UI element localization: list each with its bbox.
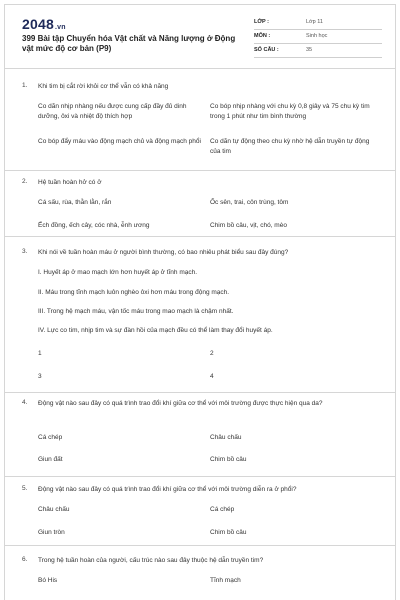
answer-option[interactable]: 3: [38, 373, 42, 380]
answer-option[interactable]: Co bóp nhịp nhàng với chu kỳ 0,8 giây và 75 chu kỳ tim trong 1 phút như tim bình thường: [210, 103, 370, 120]
question-5: [22, 485, 382, 545]
question-text: Động vật nào sau đây có quá trình trao đổi khí giữa cơ thể với môi trường được thực hiện qua da?: [38, 400, 323, 407]
question-divider: [4, 170, 396, 171]
question-number: 3.: [22, 248, 28, 255]
answer-option[interactable]: Bó His: [38, 577, 58, 584]
meta-count-row: [254, 44, 382, 58]
site-logo[interactable]: [22, 16, 66, 32]
statement: I. Huyết áp ở mao mạch lớn hơn huyết áp ở tĩnh mạch.: [38, 269, 198, 276]
header-divider: [4, 68, 396, 69]
answer-option[interactable]: Co dãn nhịp nhàng nếu được cung cấp đầy đủ dinh dưỡng, ôxi và nhiệt độ thích hợp: [38, 103, 187, 120]
answer-option[interactable]: Ếch đồng, ếch cây, cóc nhà, ễnh ương: [38, 222, 150, 229]
answer-option[interactable]: Chim bồ câu: [210, 456, 247, 463]
meta-class-row: [254, 16, 382, 30]
answer-option[interactable]: Cá chép: [210, 506, 235, 513]
answer-option[interactable]: 4: [210, 373, 214, 380]
answer-option[interactable]: Chim bồ câu: [210, 529, 247, 536]
document-title: 399 Bài tập Chuyển hóa Vật chất và Năng lượng ở Động vật mức độ cơ bản (P9): [22, 34, 236, 53]
meta-key: LỚP :: [254, 19, 269, 25]
question-2: [22, 178, 382, 258]
question-text: Hệ tuần hoàn hở có ở: [38, 179, 102, 186]
answer-option[interactable]: Cá sấu, rùa, thằn lằn, rắn: [38, 199, 112, 206]
answer-option[interactable]: 1: [38, 350, 42, 357]
question-number: 6.: [22, 556, 28, 563]
answer-option[interactable]: Chim bồ câu, vịt, chó, mèo: [210, 222, 287, 229]
question-1: [22, 82, 382, 162]
meta-value: Lớp 11: [306, 19, 323, 25]
question-divider: [4, 392, 396, 393]
document-meta: [254, 16, 382, 58]
question-divider: [4, 476, 396, 477]
question-number: 4.: [22, 399, 28, 406]
answer-option[interactable]: Giun tròn: [38, 529, 65, 536]
question-divider: [4, 545, 396, 546]
meta-key: MÔN :: [254, 33, 271, 39]
question-4: [22, 399, 382, 469]
statement: IV. Lực co tim, nhịp tim và sự đàn hồi của mạch đều có thể làm thay đổi huyết áp.: [38, 327, 273, 334]
answer-option[interactable]: 2: [210, 350, 214, 357]
question-text: Khi nói về tuần hoàn máu ở người bình thường, có bao nhiêu phát biểu sau đây đúng?: [38, 249, 289, 256]
answer-option[interactable]: Co bóp đẩy máu vào động mạch chủ và động mạch phổi: [38, 138, 201, 145]
statement: III. Trong hệ mạch máu, vận tốc máu trong mao mạch là chậm nhất.: [38, 308, 234, 315]
answer-option[interactable]: Cá chép: [38, 434, 63, 441]
question-number: 2.: [22, 178, 28, 185]
logo-text: 2048: [22, 16, 54, 32]
answer-option[interactable]: Giun đất: [38, 456, 63, 463]
question-6: [22, 556, 382, 596]
document-header: [22, 16, 382, 58]
answer-option[interactable]: Châu chấu: [210, 434, 242, 441]
answer-option[interactable]: Ốc sên, trai, côn trùng, tôm: [210, 199, 289, 206]
meta-key: SỐ CÂU :: [254, 47, 279, 53]
question-text: Động vật nào sau đây có quá trình trao đổi khí giữa cơ thể với môi trường diễn ra ở phổi?: [38, 486, 297, 493]
answer-option[interactable]: Co dãn tự động theo chu kỳ nhờ hệ dẫn truyền tự động của tim: [210, 138, 370, 155]
question-number: 5.: [22, 485, 28, 492]
answer-option[interactable]: Tĩnh mạch: [210, 577, 241, 584]
question-divider: [4, 236, 396, 237]
statement: II. Máu trong tĩnh mạch luôn nghèo ôxi hơn máu trong động mạch.: [38, 289, 230, 296]
answer-option[interactable]: Châu chấu: [38, 506, 70, 513]
question-text: Khi tim bị cắt rời khỏi cơ thể vẫn có khả năng: [38, 83, 169, 90]
question-3: [22, 248, 382, 388]
logo-suffix: .vn: [54, 24, 66, 31]
meta-value: Sinh học: [306, 33, 328, 39]
meta-value: 35: [306, 47, 313, 53]
question-number: 1.: [22, 82, 28, 89]
meta-subject-row: [254, 30, 382, 44]
question-text: Trong hệ tuần hoàn của người, cấu trúc nào sau đây thuộc hệ dẫn truyền tim?: [38, 557, 264, 564]
